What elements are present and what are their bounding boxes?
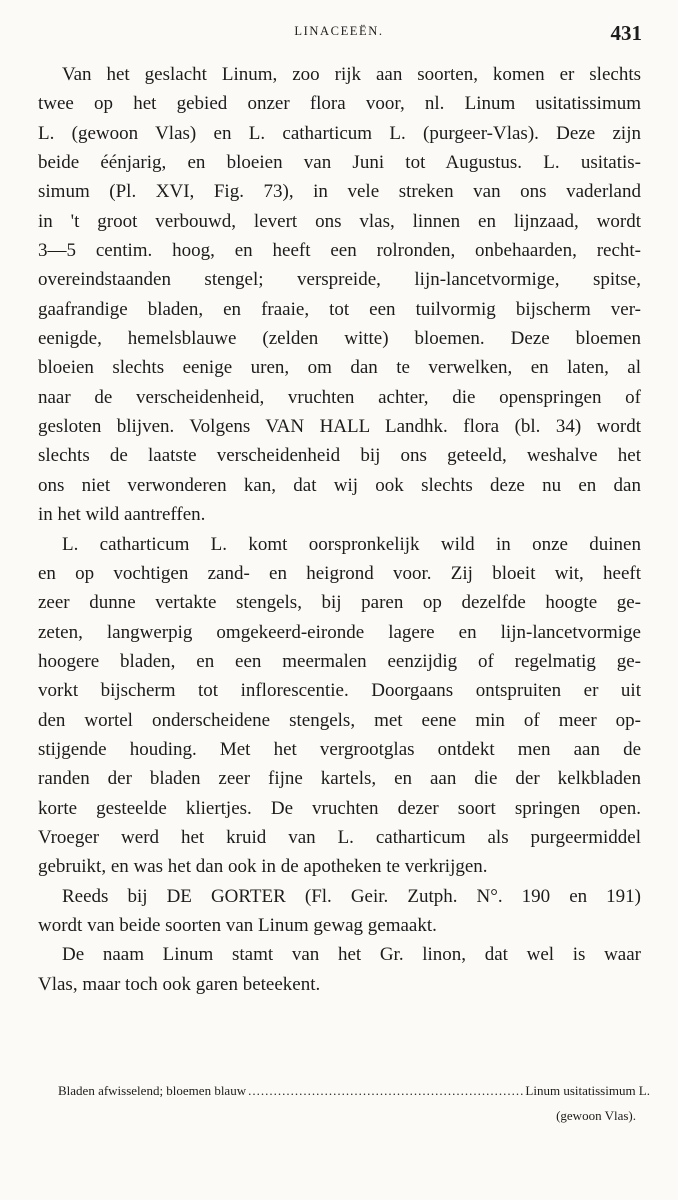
text-line: zeten, langwerpig omgekeerd-eironde lagere en lijn-lancetvormige bbox=[38, 621, 641, 643]
text-line: gebruikt, en was het dan ook in de apotheken te verkrijgen. bbox=[38, 856, 488, 878]
text-line: Reeds bij DE GORTER (Fl. Geir. Zutph. N°. 190 en 191) bbox=[62, 885, 641, 907]
text-line: gesloten blijven. Volgens VAN HALL Landhk. flora (bl. 34) wordt bbox=[38, 416, 641, 438]
text-line: L. catharticum L. komt oorspronkelijk wild in onze duinen bbox=[62, 533, 641, 555]
text-line: De naam Linum stamt van het Gr. linon, dat wel is waar bbox=[62, 944, 641, 966]
text-line: en op vochtigen zand- en heigrond voor. Zij bloeit wit, heeft bbox=[38, 562, 641, 584]
key-common-name: (gewoon Vlas). bbox=[556, 1108, 636, 1123]
text-line: Vroeger werd het kruid van L. catharticum als purgeermiddel bbox=[38, 826, 641, 848]
key-species: Linum usitatissimum L. bbox=[525, 1083, 650, 1098]
text-line: zeer dunne vertakte stengels, bij paren op dezelfde hoogte ge- bbox=[38, 592, 641, 614]
paragraph bbox=[38, 60, 641, 530]
text-line: hoogere bladen, en een meermalen eenzijdig of regelmatig ge- bbox=[38, 650, 641, 672]
leader-dots bbox=[248, 1083, 523, 1099]
page-number: 431 bbox=[610, 21, 642, 45]
text-line: wordt van beide soorten van Linum gewag gemaakt. bbox=[38, 914, 437, 936]
text-line: den wortel onderscheidene stengels, met eene min of meer op- bbox=[38, 709, 641, 731]
text-line: randen der bladen zeer fijne kartels, en aan die der kelkbladen bbox=[38, 768, 641, 790]
paragraph bbox=[38, 530, 641, 882]
text-line: simum (Pl. XVI, Fig. 73), in vele streken van ons vaderland bbox=[38, 181, 641, 203]
body-text bbox=[38, 60, 641, 999]
paragraph bbox=[38, 940, 641, 999]
running-title: LINACEEËN. bbox=[294, 24, 384, 38]
text-line: bloeien slechts eenige uren, om dan te verwelken, en laten, al bbox=[38, 357, 641, 379]
text-line: in het wild aantreffen. bbox=[38, 504, 206, 526]
text-line: Vlas, maar toch ook garen beteekent. bbox=[38, 973, 321, 995]
text-line: korte gesteelde kliertjes. De vruchten dezer soort springen open. bbox=[38, 797, 641, 819]
text-line: in 't groot verbouwd, levert ons vlas, linnen en lijnzaad, wordt bbox=[38, 210, 641, 232]
text-line: ons niet verwonderen kan, dat wij ook slechts deze nu en dan bbox=[38, 474, 641, 496]
text-line: L. (gewoon Vlas) en L. catharticum L. (purgeer-Vlas). Deze zijn bbox=[38, 122, 641, 144]
text-line: 3—5 centim. hoog, en heeft een rolronden, onbehaarden, recht- bbox=[38, 240, 641, 262]
text-line: stijgende houding. Met het vergrootglas ontdekt men aan de bbox=[38, 738, 641, 760]
text-line: overeindstaanden stengel; verspreide, lijn-lancetvormige, spitse, bbox=[38, 269, 641, 291]
paragraph bbox=[38, 882, 641, 941]
text-line: Van het geslacht Linum, zoo rijk aan soorten, komen er slechts bbox=[62, 64, 641, 85]
key-description: Bladen afwisselend; bloemen blauw bbox=[58, 1083, 247, 1098]
text-line: naar de verscheidenheid, vruchten achter, die openspringen of bbox=[38, 386, 641, 408]
text-line: vorkt bijscherm tot inflorescentie. Doorgaans ontspruiten er uit bbox=[38, 680, 641, 702]
text-line: slechts de laatste verscheidenheid bij ons geteeld, weshalve het bbox=[38, 445, 641, 467]
identification-key bbox=[58, 1083, 650, 1127]
text-line: twee op het gebied onzer flora voor, nl. Linum usitatissimum bbox=[38, 93, 641, 115]
text-line: eenigde, hemelsblauwe (zelden witte) bloemen. Deze bloemen bbox=[38, 328, 641, 350]
text-line: gaafrandige bladen, en fraaie, tot een tuilvormig bijscherm ver- bbox=[38, 298, 641, 320]
text-line: beide éénjarig, en bloeien van Juni tot Augustus. L. usitatis- bbox=[38, 152, 641, 174]
key-row bbox=[58, 1083, 650, 1105]
running-head bbox=[0, 21, 678, 48]
